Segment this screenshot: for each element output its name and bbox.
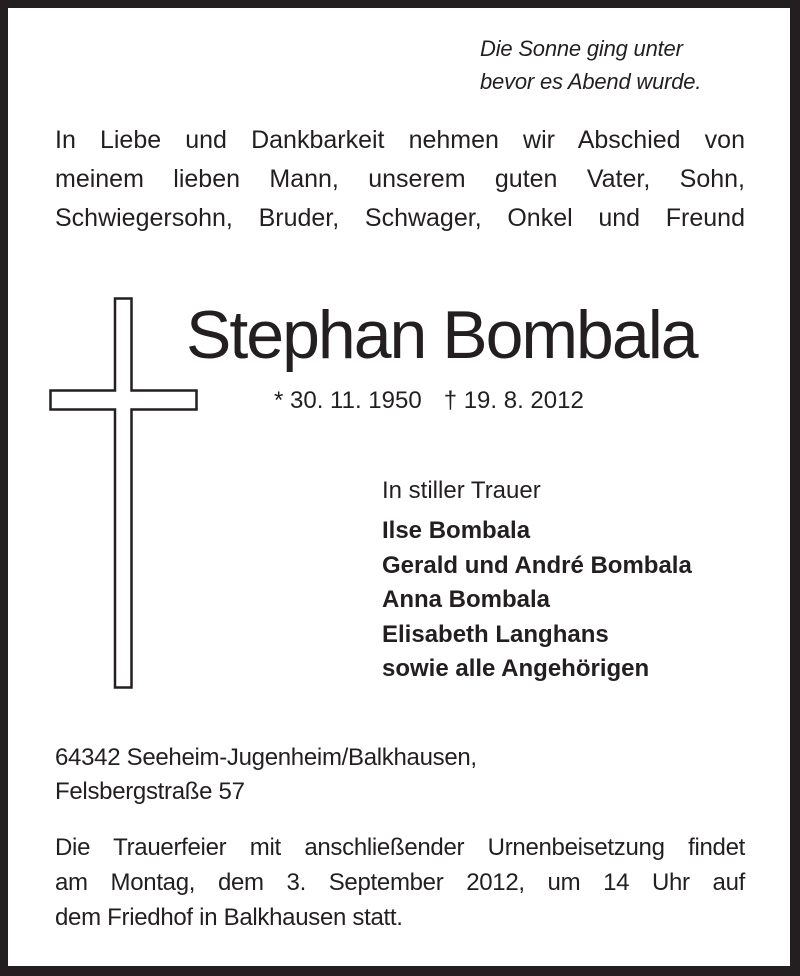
mourning-heading: In stiller Trauer <box>382 477 541 504</box>
service-line: am Montag, dem 3. September 2012, um 14 Uhr auf <box>55 869 745 896</box>
service-line: dem Friedhof in Balkhausen statt. <box>55 904 403 931</box>
mourner-name: Gerald und André Bombala <box>382 551 692 579</box>
intro-line: Schwiegersohn, Bruder, Schwager, Onkel und Freund <box>55 204 745 232</box>
address-line: Felsbergstraße 57 <box>55 778 245 805</box>
motto-line: Die Sonne ging unter <box>480 36 683 61</box>
mourner-name: Elisabeth Langhans <box>382 620 609 648</box>
mourners-list <box>382 514 692 687</box>
funeral-service-info <box>55 830 745 935</box>
life-dates <box>274 386 584 416</box>
death-date: † 19. 8. 2012 <box>443 387 584 414</box>
obituary-sheet <box>8 8 790 966</box>
mourner-name: sowie alle Angehörigen <box>382 655 650 682</box>
motto-line: bevor es Abend wurde. <box>480 69 702 94</box>
intro-line: In Liebe und Dankbarkeit nehmen wir Abschied von <box>55 126 745 154</box>
latin-cross-icon <box>49 297 209 704</box>
family-address <box>55 741 477 809</box>
birth-date: * 30. 11. 1950 <box>274 387 422 414</box>
mourner-name: Anna Bombala <box>382 586 551 613</box>
deceased-name: Stephan Bombala <box>186 297 697 373</box>
mourner-name: Ilse Bombala <box>382 517 531 544</box>
motto-quote <box>480 32 701 98</box>
intro-line: meinem lieben Mann, unserem guten Vater, Sohn, <box>55 165 745 193</box>
service-line: Die Trauerfeier mit anschließender Urnenbeisetzung findet <box>55 834 745 861</box>
address-line: 64342 Seeheim-Jugenheim/Balkhausen, <box>55 744 477 771</box>
intro-text <box>55 121 745 238</box>
